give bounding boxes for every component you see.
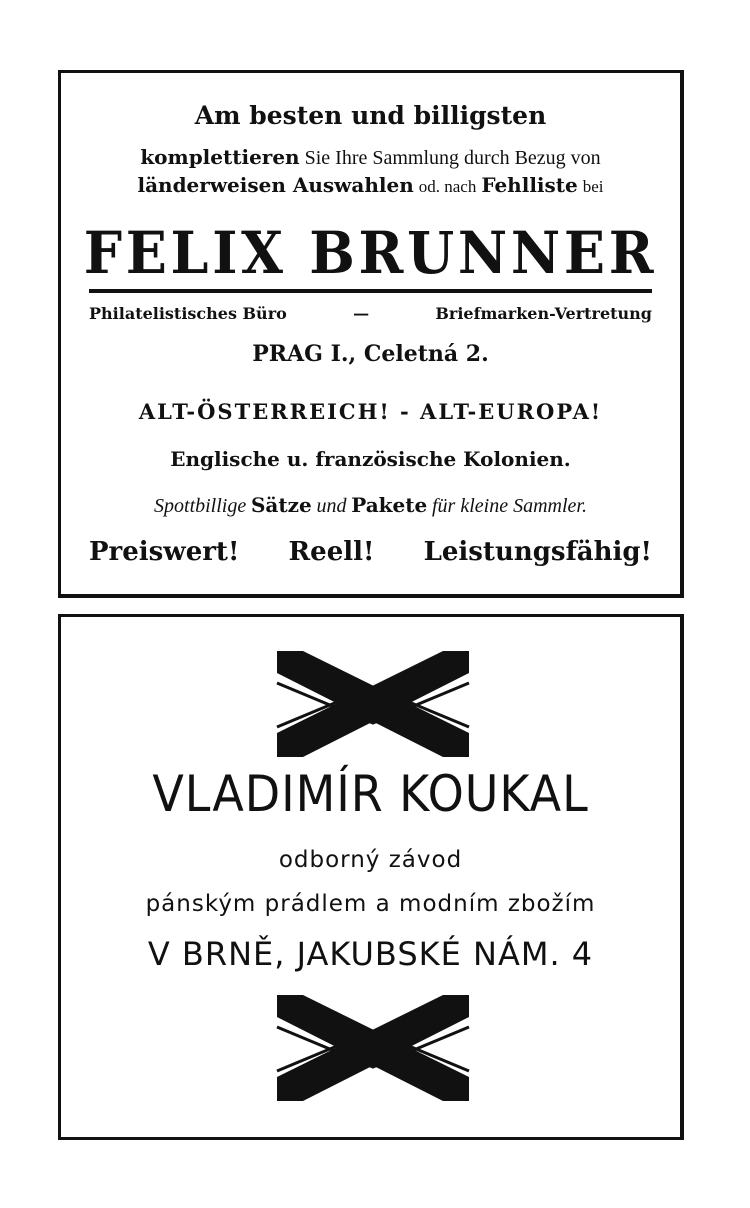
divider-rule (89, 289, 652, 293)
goods-description: pánským prádlem a modním zbožím (145, 891, 596, 917)
intro-bold-auswahlen: länderweisen Auswahlen (137, 173, 414, 197)
offer-line (61, 493, 680, 518)
services-line (89, 304, 652, 323)
headline: Am besten und billigsten (194, 101, 547, 130)
service-philatelic: Philatelistisches Büro (89, 304, 287, 323)
company-name: VLADIMÍR KOUKAL (152, 765, 589, 823)
offer-text-2: und (316, 495, 347, 517)
intro-bold-fehlliste: Fehlliste (481, 173, 578, 197)
koukal-advertisement (58, 614, 684, 1140)
address: PRAG I., Celetná 2. (252, 341, 489, 367)
crossed-ribbons-icon (275, 991, 471, 1107)
intro-line-2 (61, 173, 680, 198)
business-type: odborný závod (278, 847, 463, 873)
company-name: FELIX BRUNNER (83, 219, 658, 287)
intro-line-1 (61, 145, 680, 170)
alt-europe-line: ALT-ÖSTERREICH! - ALT-EUROPA! (138, 399, 603, 424)
service-dash: — (353, 304, 370, 323)
slogan-line (89, 537, 652, 567)
crossed-ribbons-icon (275, 647, 471, 763)
slogan-leistungsfahig: Leistungsfähig! (423, 537, 652, 567)
offer-text-1: Spottbillige (154, 495, 247, 517)
intro-small-1: od. nach (418, 177, 477, 196)
slogan-reell: Reell! (288, 537, 375, 567)
offer-bold-satze: Sätze (250, 493, 312, 517)
slogan-preiswert: Preiswert! (89, 537, 240, 567)
brunner-advertisement (58, 70, 684, 598)
intro-small-2: bei (582, 177, 604, 196)
service-stamps: Briefmarken-Vertretung (435, 304, 652, 323)
colonies-line: Englische u. französische Kolonien. (170, 447, 571, 471)
address: V BRNĚ, JAKUBSKÉ NÁM. 4 (147, 935, 594, 973)
offer-text-3: für kleine Sammler. (431, 495, 587, 517)
intro-bold-komplettieren: komplettieren (140, 145, 300, 169)
intro-text-1: Sie Ihre Sammlung durch Bezug von (304, 147, 601, 169)
offer-bold-pakete: Pakete (351, 493, 428, 517)
